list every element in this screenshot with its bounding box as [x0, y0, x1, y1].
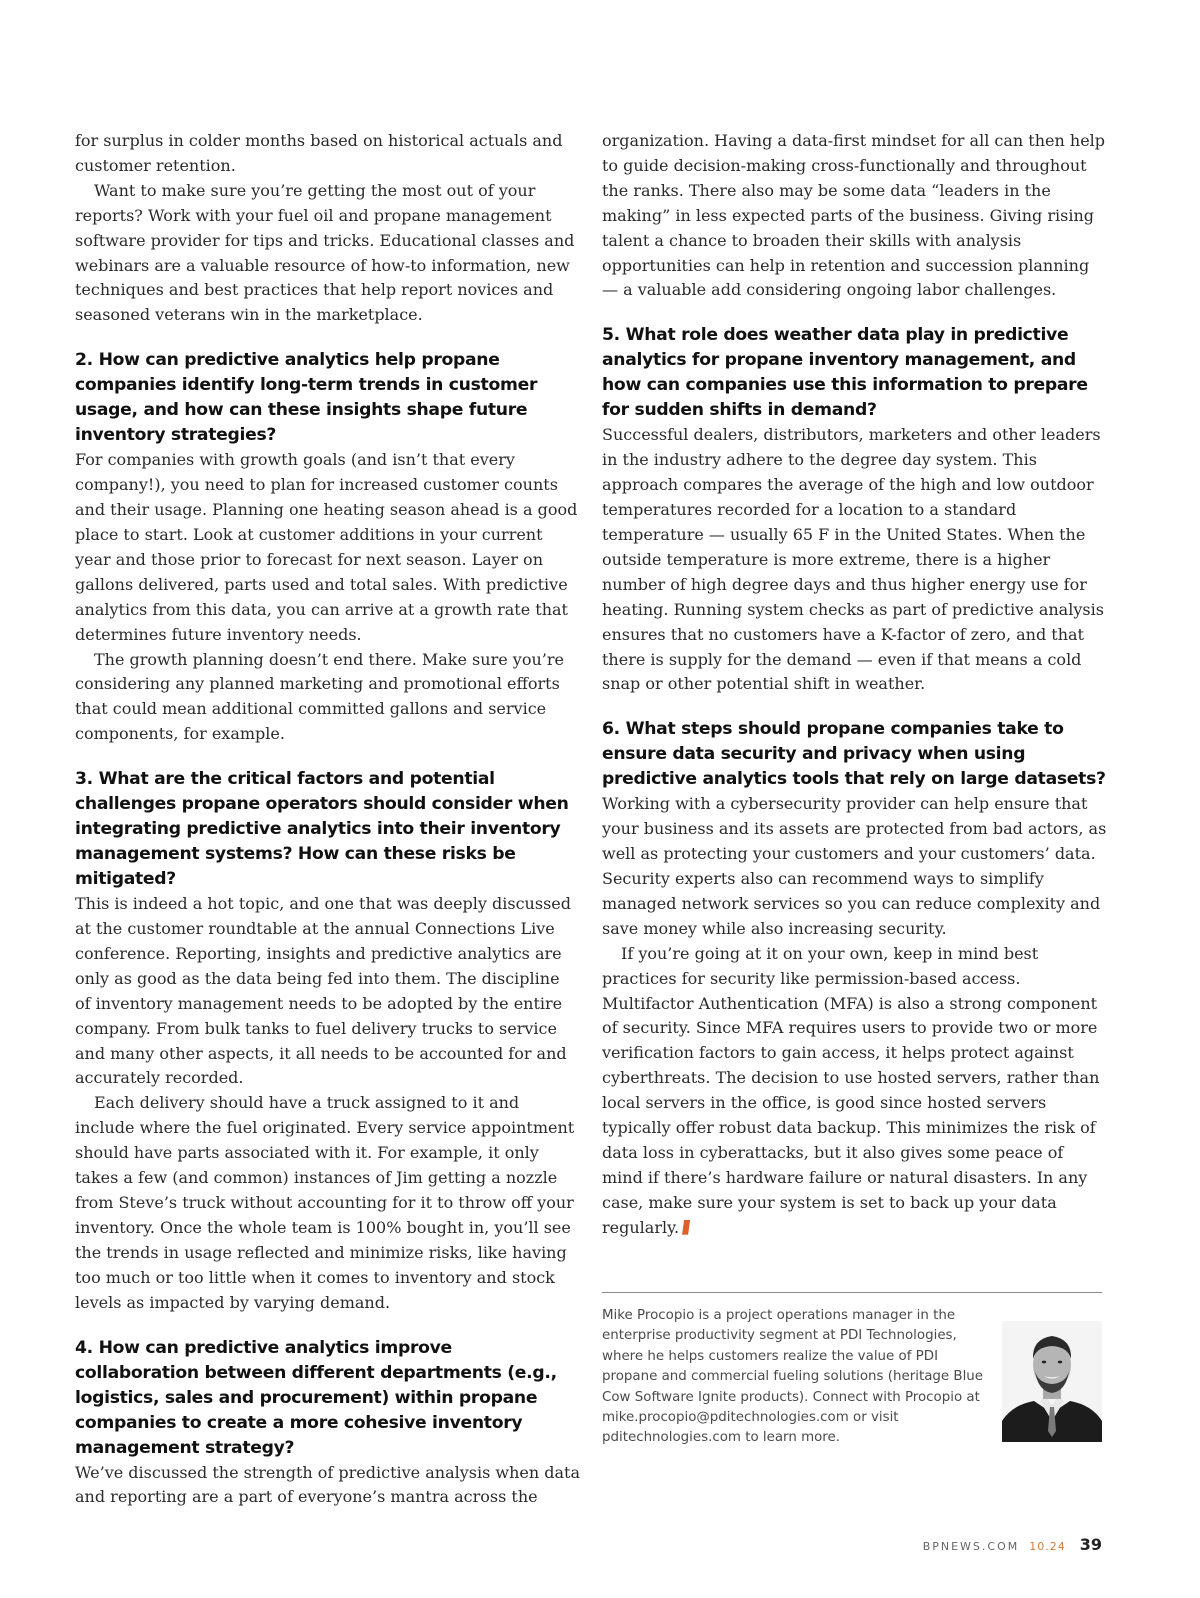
page-number: 39 [1079, 1535, 1102, 1554]
author-portrait-icon [1002, 1321, 1102, 1442]
body-paragraph: The growth planning doesn’t end there. Make sure you’re considering any planned marketing and promotional efforts that could mean additional committed gallons and service components, for example. [75, 649, 564, 744]
body-paragraph: Successful dealers, distributors, marketers and other leaders in the industry adhere to the degree day system. This approach compares the average of the high and low outdoor temperatures recorded for a location to a standard temperature — usually 65 F in the United States. When the outside temperature is more extreme, there is a higher number of high degree days and thus higher energy use for heating. Running system checks as part of predictive analysis ensures that no customers have a K-factor of zero, and that there is supply for the demand — even if that means a cold snap or other potential shift in weather. [602, 425, 1104, 694]
question-heading-3: 3. What are the critical factors and potential challenges propane operators should consider when integrating predictive analytics into their inventory management systems? How can these risks be mitigated? [75, 769, 569, 890]
body-paragraph: For companies with growth goals (and isn’t that every company!), you need to plan for increased customer counts and their usage. Planning one heating season ahead is a good place to start. Look at customer additions in your current year and those prior to forecast for next season. Layer on gallons delivered, parts used and total sales. With predictive analytics from this data, you can arrive at a growth rate that determines future inventory needs. [75, 450, 578, 644]
question-heading-2: 2. How can predictive analytics help propane companies identify long-term trends in customer usage, and how can these insights shape future inventory strategies? [75, 350, 538, 446]
question-heading-4: 4. How can predictive analytics improve collaboration between different departments (e.g., logistics, sales and procurement) within propane companies to create a more cohesive inventory management strategy? [75, 1337, 557, 1458]
body-paragraph: We’ve discussed the strength of predictive analysis when data and reporting are a part of everyone’s mantra across the [75, 1462, 580, 1507]
body-paragraph: for surplus in colder months based on historical actuals and customer retention. [75, 131, 563, 175]
body-paragraph: Working with a cybersecurity provider can help ensure that your business and its assets are protected from bad actors, as well as protecting your customers and your customers’ data. Security experts also can recommend ways to simplify managed network services so you can reduce complexity and save money while also increasing security. [602, 794, 1107, 938]
right-column [602, 129, 1107, 1241]
page-footer [923, 1535, 1102, 1554]
left-column [75, 129, 580, 1510]
question-heading-6: 6. What steps should propane companies take to ensure data security and privacy when using predictive analytics tools that rely on large datasets? [602, 719, 1106, 790]
end-of-article-mark-icon [682, 1220, 690, 1235]
body-paragraph: organization. Having a data-first mindset for all can then help to guide decision-making cross-functionally and throughout the ranks. There also may be some data “leaders in the making” in less expected parts of the business. Giving rising talent a chance to broaden their skills with analysis opportunities can help in retention and succession planning — a valuable add considering ongoing labor challenges. [602, 131, 1106, 300]
bio-divider [602, 1292, 1102, 1293]
question-heading-5: 5. What role does weather data play in predictive analytics for propane inventory management, and how can companies use this information to prepare for sudden shifts in demand? [602, 325, 1088, 421]
body-paragraph: Want to make sure you’re getting the most out of your reports? Work with your fuel oil and propane management software provider for tips and tricks. Educational classes and webinars are a valuable resource of how-to information, new techniques and best practices that help report novices and seasoned veterans win in the marketplace. [75, 180, 575, 325]
author-bio: Mike Procopio is a project operations manager in the enterprise productivity segment at PDI Technologies, where he helps customers realize the value of PDI propane and commercial fueling solutions (heritage Blue Cow Software Ignite products). Connect with Procopio at mike.procopio@pditechnologies.com or visit pditechnologies.com to learn more. [602, 1308, 984, 1446]
body-paragraph [602, 942, 1107, 1241]
footer-site: BPNEWS.COM [922, 1540, 1020, 1553]
body-paragraph: Each delivery should have a truck assigned to it and include where the fuel originated. Every service appointment should have parts associated with it. For example, it only takes a few (and common) instances of Jim getting a nozzle from Steve’s truck without accounting for it to throw off your inventory. Once the whole team is 100% bought in, you’ll see the trends in usage reflected and minimize risks, like having too much or too little when it comes to inventory and stock levels as impacted by varying demand. [75, 1093, 575, 1312]
author-headshot [1002, 1321, 1102, 1442]
body-paragraph: This is indeed a hot topic, and one that was deeply discussed at the customer roundtable at the annual Connections Live conference. Reporting, insights and predictive analytics are only as good as the data being fed into them. The discipline of inventory management needs to be adopted by the entire company. From bulk tanks to fuel delivery trucks to service and many other aspects, it all needs to be accounted for and accurately recorded. [75, 894, 571, 1088]
footer-issue: 10.24 [1029, 1540, 1066, 1553]
body-paragraph-text: If you’re going at it on your own, keep in mind best practices for security like permission-based access. Multifactor Authentication (MFA) is also a strong component of security. Since MFA requires users to provide two or more verification factors to gain access, it helps protect against cyberthreats. The decision to use hosted servers, rather than local servers in the office, is good since hosted servers typically offer robust data backup. This minimizes the risk of data loss in cyberattacks, but it also gives some peace of mind if there’s hardware failure or natural disasters. In any case, make sure your system is set to back up your data regularly. [602, 943, 1100, 1237]
